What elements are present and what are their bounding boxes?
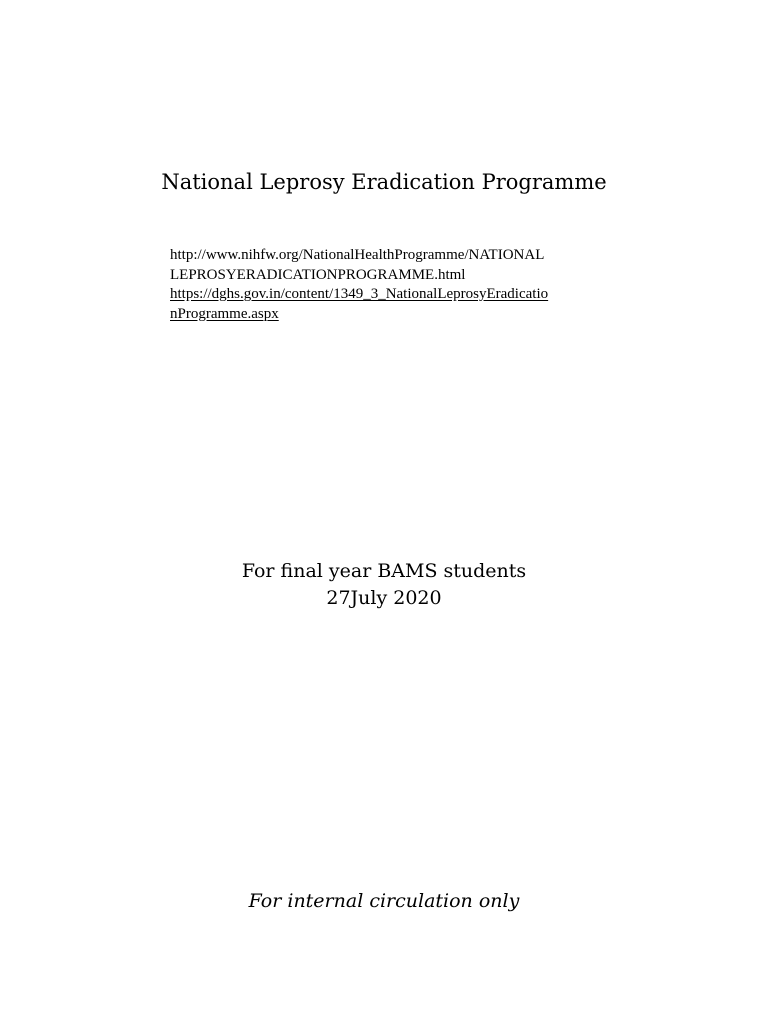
- audience-block: [0, 558, 768, 612]
- nihfw-link-line-1[interactable]: http://www.nihfw.org/NationalHealthProgramme/NATIONAL: [170, 247, 545, 263]
- circulation-note: For internal circulation only: [248, 890, 520, 912]
- dghs-link-line-1[interactable]: https://dghs.gov.in/content/1349_3_NationalLeprosyEradicatio: [170, 286, 549, 302]
- document-date: 27July 2020: [326, 587, 442, 609]
- document-title: National Leprosy Eradication Programme: [161, 170, 607, 194]
- reference-links: [170, 246, 630, 324]
- nihfw-link-line-2[interactable]: LEPROSYERADICATIONPROGRAMME.html: [170, 266, 466, 283]
- dghs-link-line-2[interactable]: nProgramme.aspx: [170, 305, 279, 322]
- audience-text: For final year BAMS students: [241, 560, 527, 582]
